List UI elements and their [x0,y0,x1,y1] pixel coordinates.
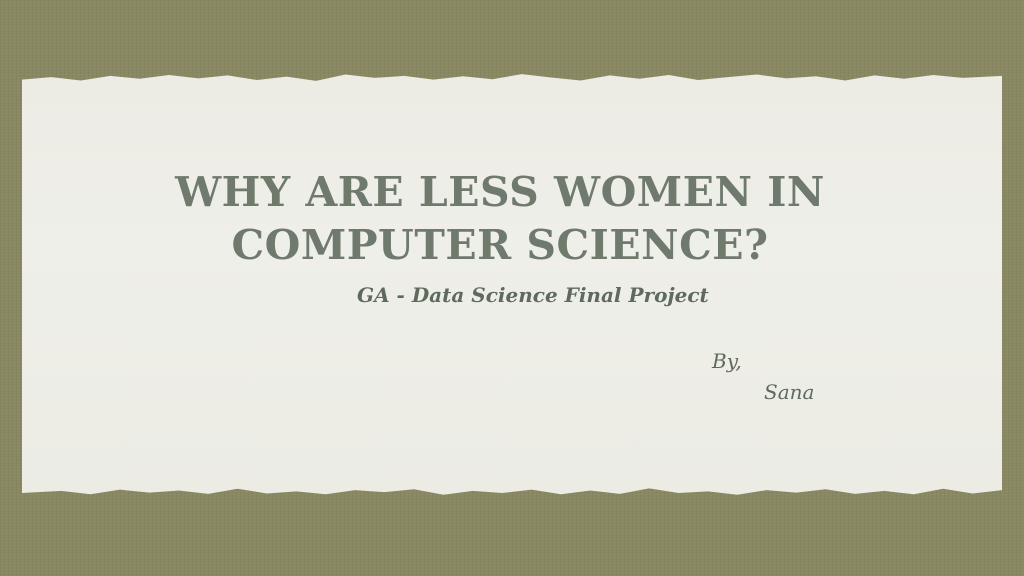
slide-title [0,166,1000,272]
by-label: By, [712,349,742,373]
author-name: Sana [764,380,815,404]
slide-subtitle: GA - Data Science Final Project [357,283,709,307]
slide-title-line-1: WHY ARE LESS WOMEN IN [175,168,825,216]
slide-title-line-2: COMPUTER SCIENCE? [231,221,769,269]
